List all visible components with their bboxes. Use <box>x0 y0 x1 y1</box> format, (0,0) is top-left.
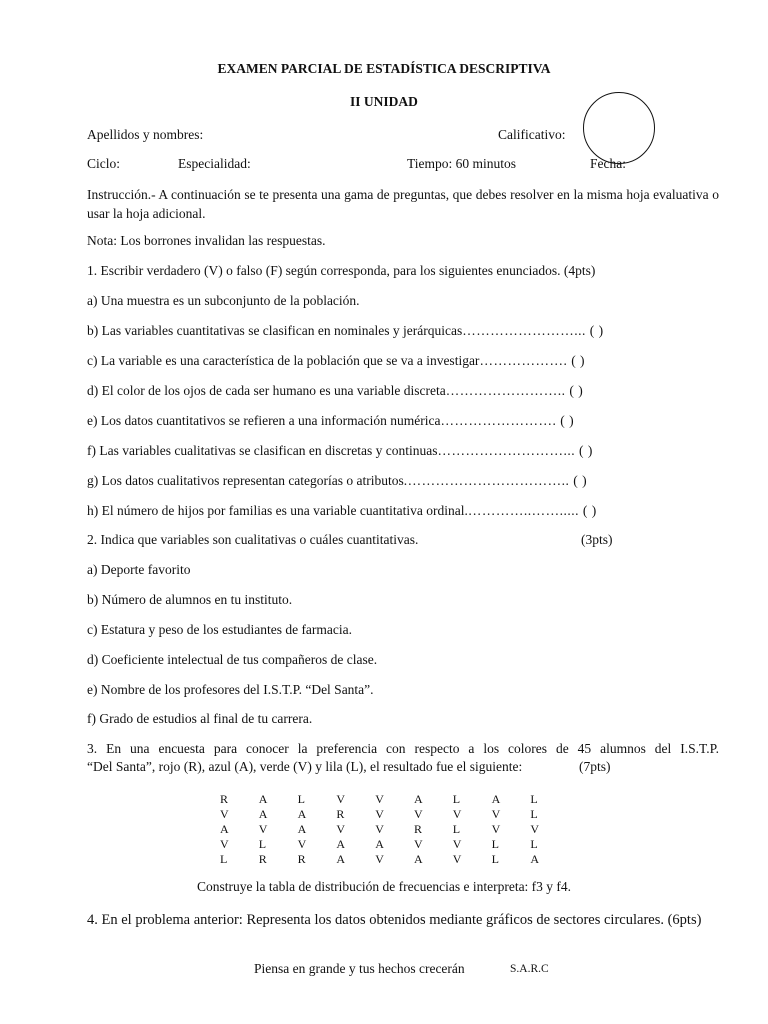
q1-prompt: 1. Escribir verdadero (V) o falso (F) según corresponda, para los siguientes enunciados. (4pts) <box>87 263 596 278</box>
grid-cell: R <box>220 792 229 806</box>
grade-circle <box>583 92 655 164</box>
grid-cell: A <box>491 792 501 806</box>
q1-item-b: b) Las variables cuantitativas se clasifican en nominales y jerárquicas……………………... ( ) <box>87 323 604 338</box>
instruction-text: Instrucción.- A continuación se te presenta una gama de preguntas, que debes resolver en la misma hoja evaluativa o usar la hoja adicional. <box>87 187 719 221</box>
cycle-label: Ciclo: <box>87 156 120 171</box>
grid-cell: A <box>336 852 346 866</box>
grid-cell: A <box>336 837 346 851</box>
q2-prompt: 2. Indica que variables son cualitativas o cuáles cuantitativas. <box>87 532 419 547</box>
grid-cell: L <box>530 792 538 806</box>
grid-cell: A <box>375 837 384 851</box>
grid-cell: V <box>452 807 462 821</box>
grid-cell: V <box>297 837 307 851</box>
grid-cell: R <box>413 822 422 836</box>
grid-cell: V <box>375 792 384 806</box>
q1-item-d: d) El color de los ojos de cada ser humano es una variable discreta…………………….. ( ) <box>87 383 584 398</box>
grid-row <box>220 822 569 837</box>
grid-cell: A <box>297 807 307 821</box>
grid-cell: V <box>336 822 346 836</box>
q3-line-2: “Del Santa”, rojo (R), azul (A), verde (V) y lila (L), el resultado fue el siguiente: <box>87 759 523 774</box>
q1-item-c: c) La variable es una característica de la población que se va a investigar………………. ( ) <box>87 353 586 368</box>
grid-cell: L <box>530 837 538 851</box>
footer-initials: S.A.R.C <box>510 963 549 975</box>
grid-cell: L <box>452 822 461 836</box>
grid-cell: R <box>336 807 345 821</box>
answer-blank[interactable]: .…………………………….. ( ) <box>403 473 588 488</box>
grid-cell: L <box>220 852 228 866</box>
answer-blank[interactable]: …………………….. ( ) <box>445 383 584 398</box>
exam-title: EXAMEN PARCIAL DE ESTADÍSTICA DESCRIPTIVA <box>217 61 551 76</box>
grid-cell: R <box>297 852 306 866</box>
grid-cell: V <box>258 822 268 836</box>
answer-blank[interactable]: ……………………. ( ) <box>440 413 575 428</box>
grid-cell: V <box>220 807 229 821</box>
q2-item-f: f) Grado de estudios al final de tu carrera. <box>87 711 313 726</box>
q1-item-h: h) El número de hijos por familias es una variable cuantitativa ordinal.…………..……..... ( ) <box>87 503 597 518</box>
grid-cell: V <box>491 807 501 821</box>
grid-row <box>220 807 569 822</box>
grid-cell: L <box>452 792 461 806</box>
q1-item-f: f) Las variables cualitativas se clasifican en discretas y continuas………………………... ( ) <box>87 443 593 458</box>
q2-item-b: b) Número de alumnos en tu instituto. <box>87 592 293 607</box>
grid-cell: A <box>220 822 229 836</box>
grid-row <box>220 792 569 807</box>
grid-cell: V <box>413 807 423 821</box>
q2-item-c: c) Estatura y peso de los estudiantes de farmacia. <box>87 622 353 637</box>
note-text: Nota: Los borrones invalidan las respuestas. <box>87 233 326 248</box>
answer-blank[interactable]: ………………………... ( ) <box>437 443 593 458</box>
q2-item-d: d) Coeficiente intelectual de tus compañeros de clase. <box>87 652 378 667</box>
grid-cell: L <box>297 792 305 806</box>
grid-cell: A <box>258 792 268 806</box>
grid-cell: V <box>375 822 384 836</box>
specialty-label: Especialidad: <box>178 156 251 171</box>
grid-cell: V <box>336 792 346 806</box>
q2-points: (3pts) <box>581 532 613 547</box>
grade-label: Calificativo: <box>498 127 566 142</box>
grid-cell: V <box>530 822 540 836</box>
grid-cell: A <box>413 852 423 866</box>
grid-cell: V <box>452 837 462 851</box>
answer-blank[interactable]: ………………. ( ) <box>479 353 586 368</box>
grid-cell: A <box>530 852 540 866</box>
grid-cell: L <box>491 837 499 851</box>
date-label: Fecha: <box>590 156 626 171</box>
grid-cell: A <box>258 807 268 821</box>
names-label: Apellidos y nombres: <box>87 127 204 142</box>
footer-motto: Piensa en grande y tus hechos crecerán <box>254 961 465 976</box>
grid-cell: V <box>220 837 229 851</box>
answer-blank[interactable]: ……………………... ( ) <box>462 323 604 338</box>
grid-cell: V <box>375 852 384 866</box>
grid-cell: L <box>491 852 499 866</box>
q3-line-1: 3. En una encuesta para conocer la preferencia con respecto a los colores de 45 alumnos del I.S.T.P. <box>87 741 719 756</box>
grid-cell: V <box>413 837 423 851</box>
q1-item-a: a) Una muestra es un subconjunto de la población. <box>87 293 360 308</box>
q3-task: Construye la tabla de distribución de frecuencias e interpreta: f3 y f4. <box>196 879 572 894</box>
answer-blank[interactable]: …………..……..... ( ) <box>467 503 597 518</box>
q4-text: 4. En el problema anterior: Representa los datos obtenidos mediante gráficos de sectores circulares. (6pts) <box>87 912 702 928</box>
survey-data-grid <box>220 792 569 867</box>
exam-unit: II UNIDAD <box>350 94 418 109</box>
q2-item-e: e) Nombre de los profesores del I.S.T.P. “Del Santa”. <box>87 682 374 697</box>
q1-item-e: e) Los datos cuantitativos se refieren a una información numérica……………………. ( ) <box>87 413 575 428</box>
grid-cell: V <box>375 807 384 821</box>
grid-cell: R <box>258 852 267 866</box>
grid-cell: A <box>413 792 423 806</box>
q1-item-g: g) Los datos cualitativos representan categorías o atributos.…………………………….. ( ) <box>87 473 588 488</box>
grid-cell: L <box>530 807 538 821</box>
grid-cell: A <box>297 822 307 836</box>
time-label: Tiempo: 60 minutos <box>407 156 517 171</box>
q2-item-a: a) Deporte favorito <box>87 562 191 577</box>
grid-cell: V <box>491 822 501 836</box>
grid-cell: V <box>452 852 462 866</box>
grid-cell: L <box>258 837 267 851</box>
grid-row <box>220 852 569 867</box>
grid-row <box>220 837 569 852</box>
q3-points: (7pts) <box>579 759 611 774</box>
